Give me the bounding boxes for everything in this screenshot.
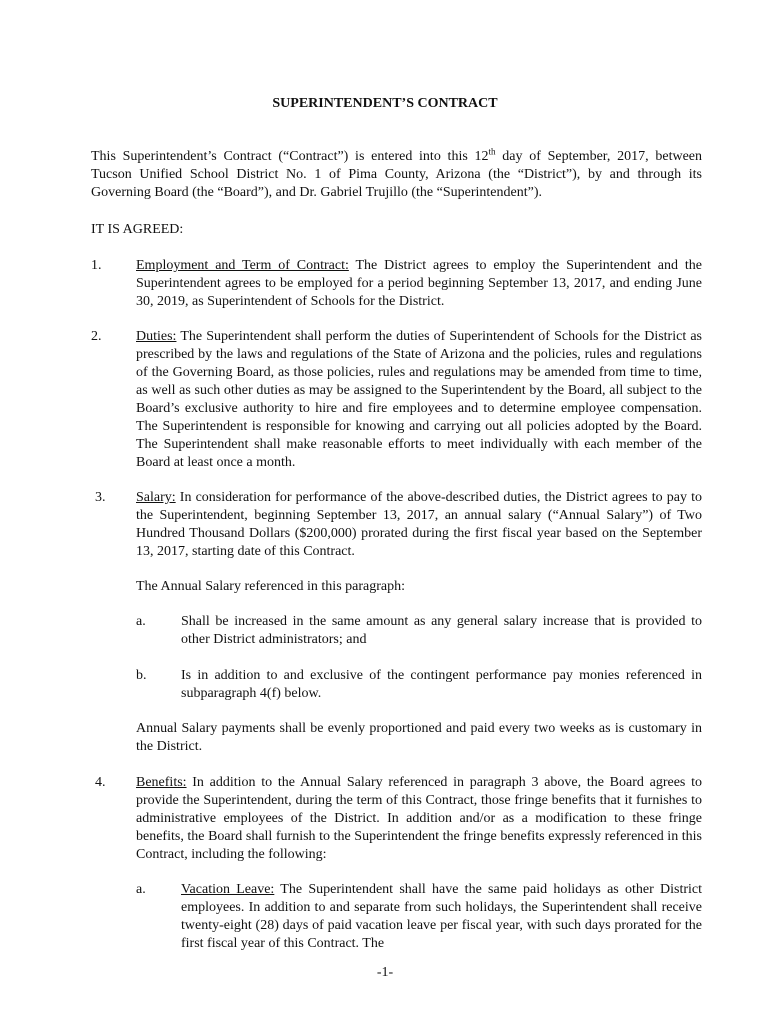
- section-1-heading: Employment and Term of Contract:: [136, 258, 349, 273]
- ordinal-suffix: th: [488, 146, 496, 157]
- section-3-number: 3.: [95, 490, 106, 505]
- section-3-body: Salary: In consideration for performance of the above-described duties, the District agrees to pay to the Superintendent, beginning September 13, 2017, an annual salary (“Annual Salary”) of Two Hundred Thousand Dollars ($200,000) prorated during the first fiscal year based on the September 13, 2017, starting date of this Contract.: [136, 490, 702, 559]
- section-3-item-a-letter: a.: [136, 614, 146, 629]
- section-3-heading: Salary:: [136, 490, 176, 505]
- agreed-heading: IT IS AGREED:: [91, 222, 184, 237]
- section-1-number: 1.: [91, 258, 102, 273]
- section-1-body: Employment and Term of Contract: The District agrees to employ the Superintendent and the Superintendent agrees to be employed for a period beginning September 13, 2017, and ending June 30, 2019, as Superintendent of Schools for the District.: [136, 258, 702, 309]
- section-3-paragraph-2: The Annual Salary referenced in this paragraph:: [136, 579, 406, 594]
- section-3-paragraph-3: Annual Salary payments shall be evenly proportioned and paid every two weeks as is customary in the District.: [136, 721, 702, 754]
- section-4-item-a-letter: a.: [136, 882, 146, 897]
- section-3-item-b-letter: b.: [136, 668, 147, 683]
- section-4-number: 4.: [95, 775, 106, 790]
- section-4-item-a-body: Vacation Leave: The Superintendent shall have the same paid holidays as other District employees. In addition to and separate from such holidays, the Superintendent shall receive twenty-eight (28) days of paid vacation leave per fiscal year, with such days prorated for the first fiscal year of this Contract. The: [181, 882, 702, 951]
- section-4-item-a-heading: Vacation Leave:: [181, 882, 275, 897]
- document-title: SUPERINTENDENT’S CONTRACT: [272, 96, 498, 111]
- section-4-body: Benefits: In addition to the Annual Salary referenced in paragraph 3 above, the Board agrees to provide the Superintendent, during the term of this Contract, those fringe benefits that it furnishes to administrative employees of the District. In addition and/or as a modification to these fringe benefits, the Board shall furnish to the Superintendent the fringe benefits expressly referenced in this Contract, including the following:: [136, 775, 702, 862]
- section-4-heading: Benefits:: [136, 775, 187, 790]
- intro-paragraph: This Superintendent’s Contract (“Contract”) is entered into this 12th day of September, 2017, between Tucson Unified School District No. 1 of Pima County, Arizona (the “District”), by and through its Governing Board (the “Board”), and Dr. Gabriel Trujillo (the “Superintendent”).: [91, 146, 702, 200]
- section-2-heading: Duties:: [136, 329, 177, 344]
- page-number: -1-: [376, 965, 394, 980]
- section-3-item-b-text: Is in addition to and exclusive of the contingent performance pay monies referenced in subparagraph 4(f) below.: [181, 668, 702, 701]
- section-3-item-a-text: Shall be increased in the same amount as any general salary increase that is provided to other District administrators; and: [181, 614, 702, 647]
- section-2-body: Duties: The Superintendent shall perform the duties of Superintendent of Schools for the District as prescribed by the laws and regulations of the State of Arizona and the policies, rules and regulations of the Governing Board, as those policies, rules and regulations may be amended from time to time, as well as such other duties as may be assigned to the Superintendent by the Board, all subject to the Board’s exclusive authority to hire and fire employees and to determine employee compensation. The Superintendent is responsible for knowing and carrying out all policies adopted by the Board. The Superintendent shall make reasonable efforts to meet individually with each member of the Board at least once a month.: [136, 329, 702, 470]
- section-2-number: 2.: [91, 329, 102, 344]
